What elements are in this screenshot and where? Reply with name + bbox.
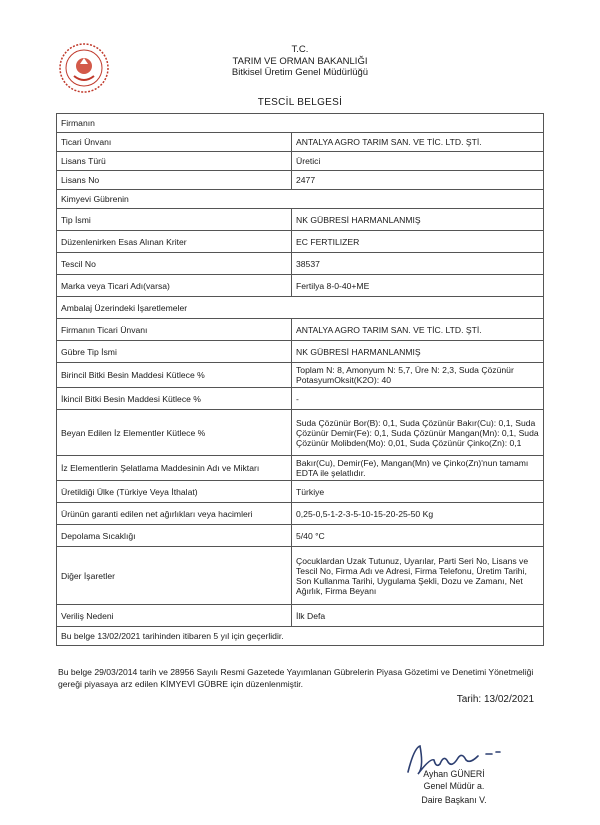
header-ministry: TARIM VE ORMAN BAKANLIĞI: [232, 56, 368, 67]
label-pkg-trade-name: Firmanın Ticari Ünvanı: [57, 319, 292, 341]
value-criteria: EC FERTILIZER: [292, 231, 544, 253]
value-reason: İlk Defa: [292, 605, 544, 627]
registration-table: [56, 113, 544, 646]
label-other: Diğer İşaretler: [57, 547, 292, 605]
regulation-note: Bu belge 29/03/2014 tarih ve 28956 Sayılı Resmi Gazetede Yayımlanan Gübrelerin Piyasa Gözetimi ve Denetimi Yönetmeliği gereği piyasaya arz edilen KİMYEVİ GÜBRE için düzenlenmiştir.: [58, 667, 534, 689]
label-trade-name: Ticari Ünvanı: [57, 133, 292, 152]
value-primary: Toplam N: 8, Amonyum N: 5,7, Üre N: 2,3, Suda Çözünür PotasyumOksit(K2O): 40: [292, 363, 544, 388]
value-weights: 0,25-0,5-1-2-3-5-10-15-20-25-50 Kg: [292, 503, 544, 525]
value-reg-no: 38537: [292, 253, 544, 275]
value-storage: 5/40 °C: [292, 525, 544, 547]
section-package: Ambalaj Üzerindeki İşaretlemeler: [57, 297, 544, 319]
value-trade-name: ANTALYA AGRO TARIM SAN. VE TİC. LTD. ŞTİ.: [292, 133, 544, 152]
header-department: Bitkisel Üretim Genel Müdürlüğü: [231, 67, 369, 78]
value-type-name: NK GÜBRESİ HARMANLANMIŞ: [292, 209, 544, 231]
value-pkg-trade-name: ANTALYA AGRO TARIM SAN. VE TİC. LTD. ŞTİ.: [292, 319, 544, 341]
label-license-no: Lisans No: [57, 171, 292, 190]
value-license-no: 2477: [292, 171, 544, 190]
value-pkg-type: NK GÜBRESİ HARMANLANMIŞ: [292, 341, 544, 363]
document-title: TESCİL BELGESİ: [257, 97, 343, 108]
label-pkg-type: Gübre Tip İsmi: [57, 341, 292, 363]
value-chelate: Bakır(Cu), Demir(Fe), Mangan(Mn) ve Çinko(Zn)'nun tamamı EDTA ile şelatlıdır.: [292, 456, 544, 481]
section-firm: Firmanın: [57, 114, 544, 133]
signer-title-1: Genel Müdür a.: [423, 781, 485, 791]
value-trace: Suda Çözünür Bor(B): 0,1, Suda Çözünür Bakır(Cu): 0,1, Suda Çözünür Demir(Fe): 0,1, Suda Çözünür Mangan(Mn): 0,1, Suda Çözünür Molibden(Mo): 0,01, Suda Çözünür Çinko(Zn): 0,1: [292, 410, 544, 456]
signer-title-2: Daire Başkanı V.: [421, 795, 487, 805]
label-criteria: Düzenlenirken Esas Alınan Kriter: [57, 231, 292, 253]
label-weights: Ürünün garanti edilen net ağırlıkları veya hacimleri: [57, 503, 292, 525]
label-license-type: Lisans Türü: [57, 152, 292, 171]
label-primary: Birincil Bitki Besin Maddesi Kütlece %: [57, 363, 292, 388]
value-origin: Türkiye: [292, 481, 544, 503]
label-brand: Marka veya Ticari Adı(varsa): [57, 275, 292, 297]
header-tc: T.C.: [291, 44, 309, 55]
label-chelate: İz Elementlerin Şelatlama Maddesinin Adı ve Miktarı: [57, 456, 292, 481]
label-origin: Üretildiği Ülke (Türkiye Veya İthalat): [57, 481, 292, 503]
issue-date: Tarih: 13/02/2021: [456, 694, 534, 705]
label-storage: Depolama Sıcaklığı: [57, 525, 292, 547]
label-reg-no: Tescil No: [57, 253, 292, 275]
section-fertilizer: Kimyevi Gübrenin: [57, 190, 544, 209]
validity-note: Bu belge 13/02/2021 tarihinden itibaren 5 yıl için geçerlidir.: [57, 627, 544, 646]
value-other: Çocuklardan Uzak Tutunuz, Uyarılar, Parti Seri No, Lisans ve Tescil No, Firma Adı ve Adresi, Firma Telefonu, Üretim Tarihi, Son Kullanma Tarihi, Uygulama Şekli, Dozu ve Zamanı, Net Ağırlık, Firma Beyanı: [292, 547, 544, 605]
label-reason: Veriliş Nedeni: [57, 605, 292, 627]
label-type-name: Tip İsmi: [57, 209, 292, 231]
label-trace: Beyan Edilen İz Elementler Kütlece %: [57, 410, 292, 456]
signer-name: Ayhan GÜNERİ: [423, 769, 485, 779]
label-secondary: İkincil Bitki Besin Maddesi Kütlece %: [57, 388, 292, 410]
value-brand: Fertilya 8-0-40+ME: [292, 275, 544, 297]
value-secondary: -: [292, 388, 544, 410]
value-license-type: Üretici: [292, 152, 544, 171]
